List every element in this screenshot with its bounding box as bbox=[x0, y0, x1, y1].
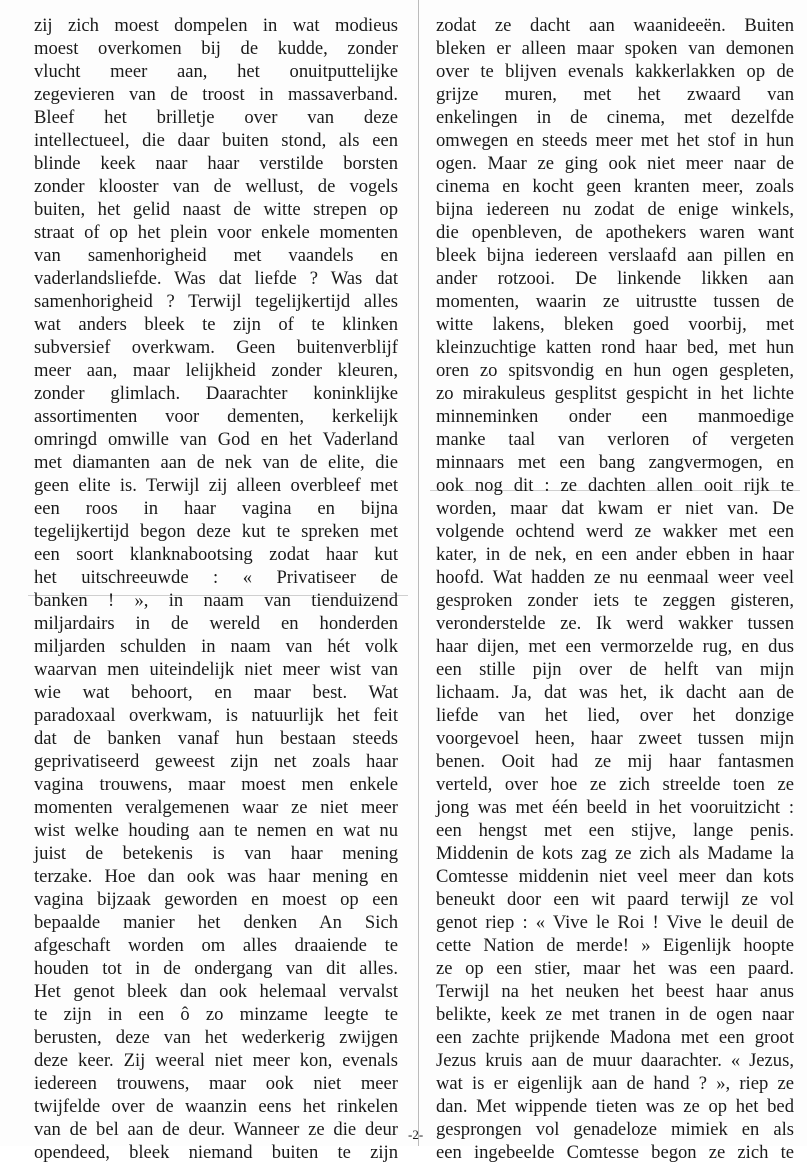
text-line: verteld, over hoe ze zich streelde toen ze bbox=[436, 774, 794, 795]
text-line: wat anders bleek te zijn of te klinken bbox=[34, 314, 398, 335]
text-line: een hengst met een stijve, lange penis. bbox=[436, 820, 794, 841]
text-line: manke taal van verloren of vergeten bbox=[436, 429, 794, 450]
text-line: beneukt door een wit paard terwijl ze vol bbox=[436, 889, 794, 910]
text-line: wie wat behoort, en maar best. Wat bbox=[34, 682, 398, 703]
text-line: van de bel aan de deur. Wanneer ze die deur bbox=[34, 1119, 398, 1140]
text-line: minnaars met een bang zangvermogen, en bbox=[436, 452, 794, 473]
text-line: houden tot in de ondergang van dit alles. bbox=[34, 958, 398, 979]
text-line: genot riep : « Vive le Roi ! Vive le deuil de bbox=[436, 912, 794, 933]
text-line: een soort klanknabootsing zodat haar kut bbox=[34, 544, 398, 565]
text-line: juist de betekenis is van haar mening bbox=[34, 843, 398, 864]
text-line: te zijn in een ô zo minzame leegte te bbox=[34, 1004, 398, 1025]
text-line: geprivatiseerd geweest zijn net zoals haar bbox=[34, 751, 398, 772]
text-line: miljardairs in de wereld en honderden bbox=[34, 613, 398, 634]
text-line: straat of op het plein voor enkele momenten bbox=[34, 222, 398, 243]
text-line: afgeschaft worden om alles draaiende te bbox=[34, 935, 398, 956]
text-line: meer aan, maar lelijkheid zonder kleuren, bbox=[34, 360, 398, 381]
text-line: dan. Met wippende tieten was ze op het bed bbox=[436, 1096, 794, 1117]
text-line: worden, maar dat kwam er niet van. De bbox=[436, 498, 794, 519]
text-line: Comtesse middenin niet veel meer dan kots bbox=[436, 866, 794, 887]
text-line: zegevieren van de troost in massaverband. bbox=[34, 84, 398, 105]
text-line: ogen. Maar ze ging ook niet meer naar de bbox=[436, 153, 794, 174]
text-line: kater, in de nek, en een ander ebben in haar bbox=[436, 544, 794, 565]
text-line: veronderstelde ze. Ik werd wakker tussen bbox=[436, 613, 794, 634]
text-line: wat is er eigenlijk aan de hand ? », riep ze bbox=[436, 1073, 794, 1094]
text-line: lichaam. Ja, dat was het, ik dacht aan de bbox=[436, 682, 794, 703]
text-line: een stille pijn over de helft van mijn bbox=[436, 659, 794, 680]
text-line: oren zo spitsvondig en hun ogen gespleten, bbox=[436, 360, 794, 381]
text-line: zonder glimlach. Daarachter koninklijke bbox=[34, 383, 398, 404]
text-line: intellectueel, die daar buiten stond, als een bbox=[34, 130, 398, 151]
text-line: momenten veralgemenen waar ze niet meer bbox=[34, 797, 398, 818]
text-line: dat de banken vanaf hun bestaan steeds bbox=[34, 728, 398, 749]
text-line: zo mirakuleus gesplitst gespicht in het lichte bbox=[436, 383, 794, 404]
text-line: bleken er alleen maar spoken van demonen bbox=[436, 38, 794, 59]
right-text-column bbox=[436, 14, 794, 1164]
text-line: volgende ochtend werd ze wakker met een bbox=[436, 521, 794, 542]
text-line: witte lakens, bleken goed voorbij, met bbox=[436, 314, 794, 335]
text-line: wist welke houding aan te nemen en wat nu bbox=[34, 820, 398, 841]
text-line: Terwijl na het neuken het beest haar anus bbox=[436, 981, 794, 1002]
text-line: miljarden schulden in naam van hét volk bbox=[34, 636, 398, 657]
text-line: kleinzuchtige katten rond haar bed, met hun bbox=[436, 337, 794, 358]
text-line: terzake. Hoe dan ook was haar mening en bbox=[34, 866, 398, 887]
text-line: vaderlandsliefde. Was dat liefde ? Was dat bbox=[34, 268, 398, 289]
text-line: vagina bijzaak geworden en moest op een bbox=[34, 889, 398, 910]
text-line: bijna iedereen nu zodat de enige winkels, bbox=[436, 199, 794, 220]
text-line: bepaalde manier het denken An Sich bbox=[34, 912, 398, 933]
text-line: zonder klooster van de wellust, de vogels bbox=[34, 176, 398, 197]
text-line: tegelijkertijd begon deze kut te spreken met bbox=[34, 521, 398, 542]
text-line: met diamanten aan de nek van de elite, die bbox=[34, 452, 398, 473]
text-line: over te blijven evenals kakkerlakken op de bbox=[436, 61, 794, 82]
text-line: hoofd. Wat hadden ze nu eenmaal weer veel bbox=[436, 567, 794, 588]
text-line: gesproken zonder iets te zeggen gisteren, bbox=[436, 590, 794, 611]
text-line: enkelingen in de cinema, met dezelfde bbox=[436, 107, 794, 128]
text-line: bleek bijna iedereen verslaafd aan pillen en bbox=[436, 245, 794, 266]
text-line: voorgevoel heen, haar zweet tussen mijn bbox=[436, 728, 794, 749]
text-line: zodat ze dacht aan waanideeën. Buiten bbox=[436, 15, 794, 36]
text-line: een ingebeelde Comtesse begon ze zich te bbox=[436, 1142, 794, 1163]
text-line: deze keer. Zij weeral niet meer kon, evenals bbox=[34, 1050, 398, 1071]
text-line: gesprongen vol genadeloze mimiek en als bbox=[436, 1119, 794, 1140]
text-line: Jezus kruis aan de muur daarachter. « Jezus, bbox=[436, 1050, 794, 1071]
text-line: een zachte prijkende Madona met een groot bbox=[436, 1027, 794, 1048]
text-line: Middenin de kots zag ze zich als Madame la bbox=[436, 843, 794, 864]
left-text-column bbox=[34, 14, 398, 1164]
text-line: paradoxaal overkwam, is natuurlijk het feit bbox=[34, 705, 398, 726]
text-line: berusten, deze van het wederkerig zwijgen bbox=[34, 1027, 398, 1048]
text-line: een roos in haar vagina en bijna bbox=[34, 498, 398, 519]
text-line: iedereen trouwens, maar ook niet meer bbox=[34, 1073, 398, 1094]
text-line: het uitschreeuwde : « Privatiseer de bbox=[34, 567, 398, 588]
column-divider bbox=[418, 0, 419, 1146]
text-line: minneminken onder een manmoedige bbox=[436, 406, 794, 427]
text-line: benen. Ooit had ze mij haar fantasmen bbox=[436, 751, 794, 772]
text-line: omringd omwille van God en het Vaderland bbox=[34, 429, 398, 450]
text-line: cinema en kocht geen kranten meer, zoals bbox=[436, 176, 794, 197]
text-line: subversief overkwam. Geen buitenverblijf bbox=[34, 337, 398, 358]
text-line: ze op een stier, maar het was een paard. bbox=[436, 958, 794, 979]
text-line: samenhorigheid ? Terwijl tegelijkertijd alles bbox=[34, 291, 398, 312]
text-line: haar dijen, met een vermorzelde rug, en dus bbox=[436, 636, 794, 657]
text-line: Bleef het brilletje over van deze bbox=[34, 107, 398, 128]
text-line: cette Nation de merde! » Eigenlijk hoopte bbox=[436, 935, 794, 956]
text-line: van samenhorigheid met vaandels en bbox=[34, 245, 398, 266]
text-line: buiten, het gelid naast de witte strepen op bbox=[34, 199, 398, 220]
text-line: ook nog dit : ze dachten allen ooit rijk te bbox=[436, 475, 794, 496]
text-line: ander rotzooi. De linkende likken aan bbox=[436, 268, 794, 289]
text-line: Het genot bleek dan ook helemaal vervalst bbox=[34, 981, 398, 1002]
text-line: blinde keek naar haar verstilde borsten bbox=[34, 153, 398, 174]
text-line: vagina trouwens, maar moest men enkele bbox=[34, 774, 398, 795]
text-line: banken ! », in naam van tienduizend bbox=[34, 590, 398, 611]
text-line: zij zich moest dompelen in wat modieus bbox=[34, 15, 398, 36]
text-line: liefde van het lied, over het donzige bbox=[436, 705, 794, 726]
text-line: moest overkomen bij de kudde, zonder bbox=[34, 38, 398, 59]
text-line: opendeed, bleek niemand buiten te zijn bbox=[34, 1142, 398, 1163]
text-line: assortimenten voor dementen, kerkelijk bbox=[34, 406, 398, 427]
text-line: jong was met één beeld in het vooruitzicht : bbox=[436, 797, 794, 818]
page-number: -2- bbox=[408, 1127, 424, 1142]
text-line: geen elite is. Terwijl zij alleen overbleef met bbox=[34, 475, 398, 496]
text-line: grijze muren, met het zwaard van bbox=[436, 84, 794, 105]
text-line: momenten, waarin ze uitrustte tussen de bbox=[436, 291, 794, 312]
text-line: waarvan men uiteindelijk niet meer wist van bbox=[34, 659, 398, 680]
text-line: die openbleven, de apothekers waren want bbox=[436, 222, 794, 243]
text-line: omwegen en steeds meer met het stof in hun bbox=[436, 130, 794, 151]
text-line: vlucht meer aan, het onuitputtelijke bbox=[34, 61, 398, 82]
text-line: twijfelde over de waanzin eens het rinkelen bbox=[34, 1096, 398, 1117]
text-line: belikte, keek ze met tranen in de ogen naar bbox=[436, 1004, 794, 1025]
